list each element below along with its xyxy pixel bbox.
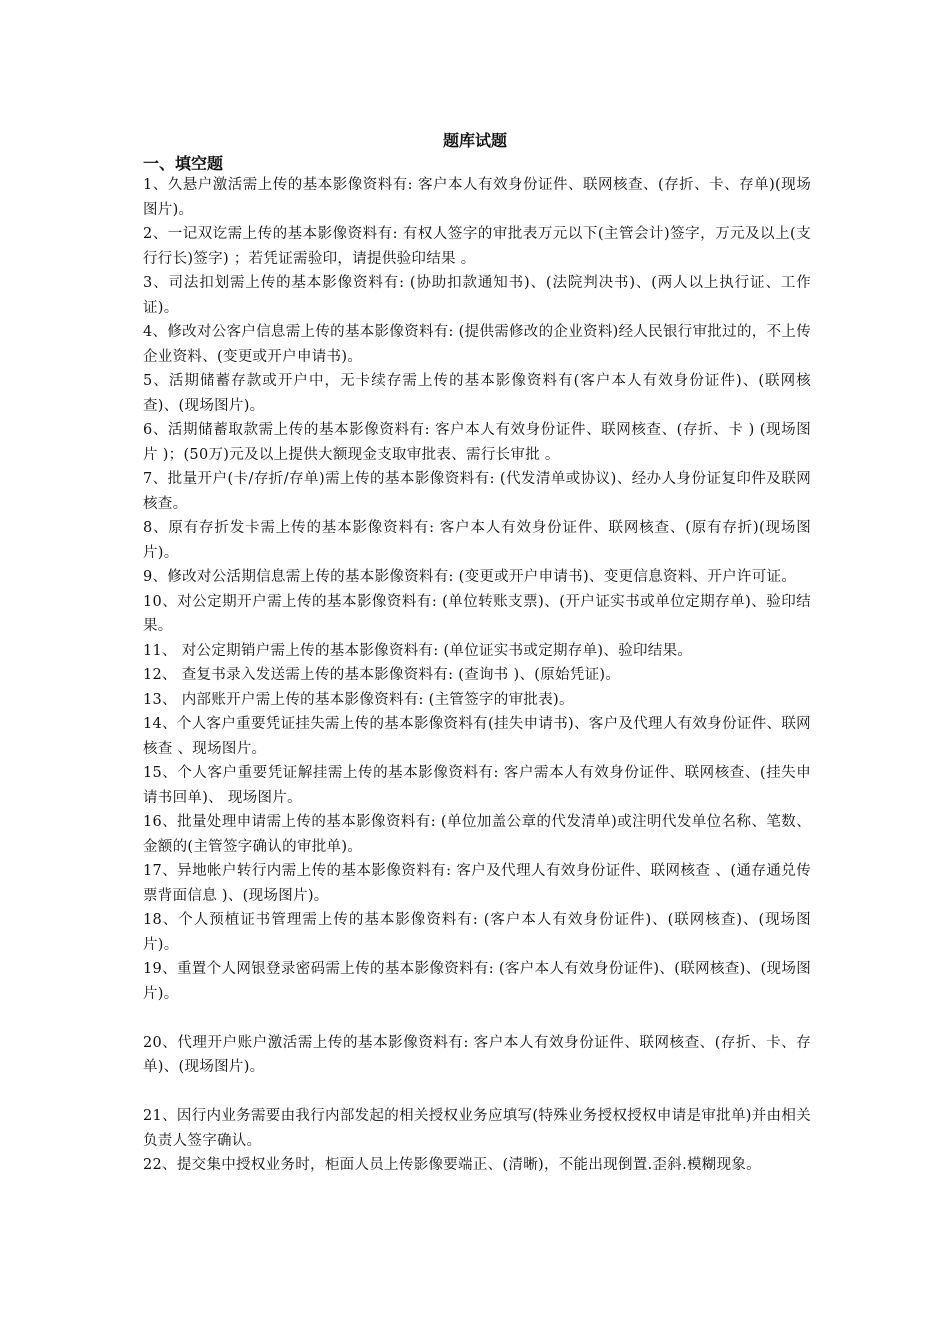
question-item: 16、批量处理申请需上传的基本影像资料有: (单位加盖公章的代发清单)或注明代发单位名称、笔数、金额的(主管签字确认的审批单)。	[143, 814, 811, 855]
question-item: 17、异地帐户转行内需上传的基本影像资料有: 客户及代理人有效身份证件、联网核查 、(通存通兑传票背面信息 )、(现场图片)。	[143, 863, 811, 904]
question-item: 19、重置个人网银登录密码需上传的基本影像资料有: (客户本人有效身份证件)、(联网核查)、(现场图片)。	[143, 961, 811, 1002]
question-item: 15、个人客户重要凭证解挂需上传的基本影像资料有: 客户需本人有效身份证件、联网核查、(挂失申请书回单)、 现场图片。	[143, 765, 811, 806]
page-title: 题库试题	[442, 131, 507, 150]
question-item: 2、一记双讫需上传的基本影像资料有: 有权人签字的审批表万元以下(主管会计)签字，万元及以上(支行行长)签字) ；若凭证需验印，请提供验印结果 。	[143, 226, 811, 267]
question-item: 10、对公定期开户需上传的基本影像资料有: (单位转账支票)、(开户证实书或单位定期存单)、验印结果。	[143, 593, 811, 634]
question-item: 5、活期储蓄存款或开户中，无卡续存需上传的基本影像资料有(客户本人有效身份证件)、(联网核查)、(现场图片)。	[143, 373, 811, 414]
question-item: 12、 查复书录入发送需上传的基本影像资料有: (查询书 )、(原始凭证)。	[143, 667, 621, 683]
question-list	[143, 173, 811, 1178]
question-item: 18、个人预植证书管理需上传的基本影像资料有: (客户本人有效身份证件)、(联网核查)、(现场图片)。	[143, 912, 811, 953]
question-item: 3、司法扣划需上传的基本影像资料有: (协助扣款通知书)、(法院判决书)、(两人以上执行证、工作证)。	[143, 275, 811, 316]
question-item: 7、批量开户(卡/存折/存单)需上传的基本影像资料有: (代发清单或协议)、经办人身份证复印件及联网核查。	[143, 471, 811, 512]
question-item: 22、提交集中授权业务时，柜面人员上传影像要端正、(清晰)，不能出现倒置.歪斜.模糊现象。	[143, 1157, 761, 1173]
section-heading: 一、填空题	[143, 154, 224, 173]
question-item: 13、 内部账开户需上传的基本影像资料有: (主管签字的审批表)。	[143, 691, 574, 708]
question-item: 4、修改对公客户信息需上传的基本影像资料有: (提供需修改的企业资料)经人民银行审批过的，不上传企业资料、(变更或开户申请书)。	[143, 324, 811, 365]
question-item: 21、因行内业务需要由我行内部发起的相关授权业务应填写(特殊业务授权授权申请是审批单)并由相关负责人签字确认。	[143, 1108, 811, 1149]
question-item: 11、 对公定期销户需上传的基本影像资料有: (单位证实书或定期存单)、验印结果。	[143, 642, 693, 659]
question-item: 14、个人客户重要凭证挂失需上传的基本影像资料有(挂失申请书)、客户及代理人有效身份证件、联网核查 、现场图片。	[143, 716, 811, 757]
question-item: 9、修改对公活期信息需上传的基本影像资料有: (变更或开户申请书)、变更信息资料、开户许可证。	[143, 569, 797, 585]
question-item: 1、久悬户激活需上传的基本影像资料有: 客户本人有效身份证件、联网核查、(存折、卡、存单)(现场图片)。	[143, 177, 811, 218]
question-item: 20、代理开户账户激活需上传的基本影像资料有: 客户本人有效身份证件、联网核查、(存折、卡、存单)、(现场图片)。	[143, 1034, 811, 1075]
question-item: 6、活期储蓄取款需上传的基本影像资料有: 客户本人有效身份证件、联网核查、(存折、卡 ) (现场图片 )；(50万)元及以上提供大额现金支取审批表、需行长审批 。	[143, 422, 811, 463]
question-item: 8、原有存折发卡需上传的基本影像资料有: 客户本人有效身份证件、联网核查、(原有存折)(现场图片)。	[143, 520, 811, 561]
